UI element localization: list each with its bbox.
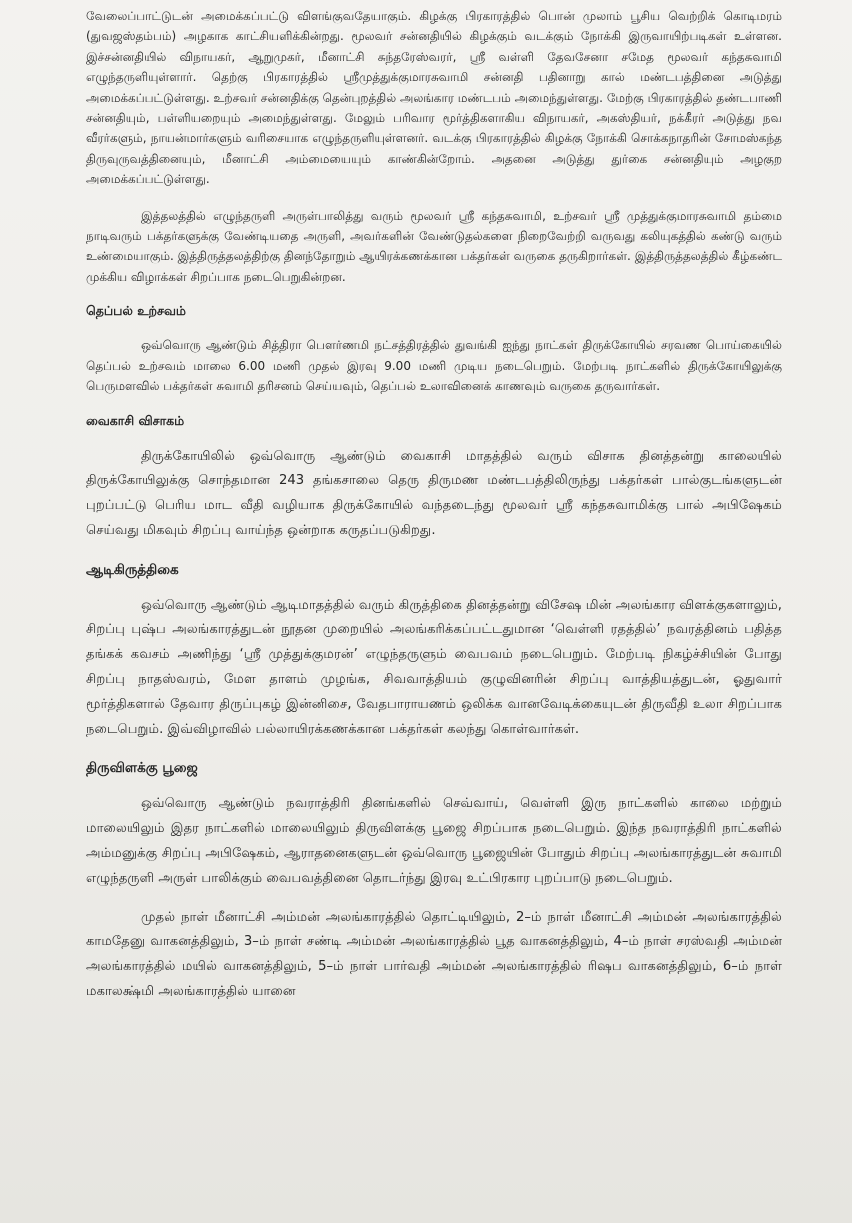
paragraph-thiruvilakku-poojai: ஒவ்வொரு ஆண்டும் நவராத்திரி தினங்களில் செவ்வாய், வெள்ளி இரு நாட்களில் காலை மற்றும் மாலையிலும் இதர நாட்களில் மாலையிலும் திருவிளக்கு பூஜை சிறப்பாக நடைபெறும். இந்த நவராத்திரி நாட்களில் அம்மனுக்கு சிறப்பு அபிஷேகம், ஆராதனைகளுடன் ஒவ்வொரு பூஜையின் போதும் சிறப்பு அலங்காரத்துடன் சுவாமி எழுந்தருளி அருள் பாலிக்கும் வைபவத்தினை தொடர்ந்து இரவு உட்பிரகார புறப்பாடு நடைபெறும். (86, 796, 782, 886)
paragraph-deity-blessings: இத்தலத்தில் எழுந்தருளி அருள்பாலித்து வரும் மூலவர் ஸ்ரீ கந்தசுவாமி, உற்சவர் ஸ்ரீ முத்துக்குமாரசுவாமி தம்மை நாடிவரும் பக்தர்களுக்கு வேண்டியதை அருளி, அவர்களின் வேண்டுதல்களை நிறைவேற்றி வருவது கலியுகத்தில் கண்டு வரும் உண்மையாகும். இத்திருத்தலத்திற்கு தினந்தோறும் ஆயிரக்கணக்கான பக்தர்கள் வருகை தருகிறார்கள். இத்திருத்தலத்தில் கீழ்கண்ட முக்கிய விழாக்கள் சிறப்பாக நடைபெறுகின்றன. (86, 208, 782, 284)
paragraph-temple-structure: வேலைப்பாட்டுடன் அமைக்கப்பட்டு விளங்குவதேயாகும். கிழக்கு பிரகாரத்தில் பொன் முலாம் பூசிய வெற்றிக் கொடிமரம் (துவஜஸ்தம்பம்) அழகாக காட்சியளிக்கின்றது. மூலவர் சன்னதியில் கிழக்கும் வடக்கும் நோக்கி இருவாயிற்படிகள் உள்ளன. இச்சன்னதியில் விநாயகர், ஆறுமுகர், மீனாட்சி சுந்தரேஸ்வரர், ஸ்ரீ வள்ளி தேவசேனா சமேத மூலவர் கந்தசுவாமி எழுந்தருளியுள்ளார். தெற்கு பிரகாரத்தில் ஸ்ரீமுத்துக்குமாரசுவாமி சன்னதி பதினாறு கால் மண்டபத்தினை அடுத்து அமைக்கப்பட்டுள்ளது. உற்சவர் சன்னதிக்கு தென்புறத்தில் அலங்கார மண்டபம் அமைந்துள்ளது. மேற்கு பிரகாரத்தில் தண்டபாணி சன்னதியும், பள்ளியறையும் அமைந்துள்ளது. மேலும் பரிவார மூர்த்திகளாகிய விநாயகர், அகஸ்தியர், நக்கீரர் அடுத்து நவ வீரர்களும், நாயன்மார்களும் வரிசையாக எழுந்தருளியுள்ளனர். வடக்கு பிரகாரத்தில் கிழக்கு நோக்கி சொக்கநாதரின் சோமஸ்கந்த திருவுருவத்தினையும், மீனாட்சி அம்மையையும் காண்கின்றோம். அதனை அடுத்து துர்கை சன்னதியும் அழகுற அமைக்கப்பட்டுள்ளது. (86, 9, 782, 187)
heading-thiruvilakku-poojai: திருவிளக்கு பூஜை (86, 760, 198, 777)
paragraph-navarathri-alankaram: முதல் நாள் மீனாட்சி அம்மன் அலங்காரத்தில் தொட்டியிலும், 2–ம் நாள் மீனாட்சி அம்மன் அலங்காரத்தில் காமதேனு வாகனத்திலும், 3–ம் நாள் சண்டி அம்மன் அலங்காரத்தில் பூத வாகனத்திலும், 4–ம் நாள் சரஸ்வதி அம்மன் அலங்காரத்தில் மயில் வாகனத்திலும், 5–ம் நாள் பார்வதி அம்மன் அலங்காரத்தில் ரிஷப வாகனத்திலும், 6–ம் நாள் மகாலக்ஷ்மி அலங்காரத்தில் யானை (86, 909, 782, 1000)
paragraph-theppal-utsavam: ஒவ்வொரு ஆண்டும் சித்திரா பௌர்ணமி நட்சத்திரத்தில் துவங்கி ஐந்து நாட்கள் திருக்கோயில் சரவண பொய்கையில் தெப்பல் உற்சவம் மாலை 6.00 மணி முதல் இரவு 9.00 மணி முடிய நடைபெறும். மேற்படி நாட்களில் திருக்கோயிலுக்கு பெருமளவில் பக்தர்கள் சுவாமி தரிசனம் செய்யவும், தெப்பல் உலாவினைக் காணவும் வருகை தருவார்கள். (86, 338, 782, 394)
paragraph-aadi-kiruthigai: ஒவ்வொரு ஆண்டும் ஆடிமாதத்தில் வரும் கிருத்திகை தினத்தன்று விசேஷ மின் அலங்கார விளக்குகளாலும், சிறப்பு புஷ்ப அலங்காரத்துடன் நூதன முறையில் அலங்கரிக்கப்பட்டதுமான ‘வெள்ளி ரதத்தில்’ நவரத்தினம் பதித்த தங்கக் கவசம் அணிந்து ‘ஸ்ரீ முத்துக்குமரன்’ எழுந்தருளும் வைபவம் நடைபெறும். மேற்படி நிகழ்ச்சியின் போது சிறப்பு நாதஸ்வரம், மேள தாளம் முழங்க, சிவவாத்தியம் குழுவினரின் சிறப்பு வாத்தியத்துடன், ஓதுவார் மூர்த்திகளால் தேவார திருப்புகழ் இன்னிசை, வேதபாராயணம் ஒலிக்க வானவேடிக்கையுடன் திருவீதி உலா சிறப்பாக நடைபெறும். இவ்விழாவில் பல்லாயிரக்கணக்கான பக்தர்கள் கலந்து கொள்வார்கள். (86, 597, 782, 737)
heading-vaikasi-visakam: வைகாசி விசாகம் (86, 412, 185, 428)
heading-theppal-utsavam: தெப்பல் உற்சவம் (86, 303, 186, 319)
paragraph-vaikasi-visakam: திருக்கோயிலில் ஒவ்வொரு ஆண்டும் வைகாசி மாதத்தில் வரும் விசாக தினத்தன்று காலையில் திருக்கோயிலுக்கு சொந்தமான 243 தங்கசாலை தெரு திருமண மண்டபத்திலிருந்து பக்தர்கள் பால்குடங்களுடன் புறப்பட்டு பெரிய மாட வீதி வழியாக திருக்கோயில் வந்தடைந்து மூலவர் ஸ்ரீ கந்தசுவாமிக்கு பால் அபிஷேகம் செய்வது மிகவும் சிறப்பு வாய்ந்த ஒன்றாக கருதப்படுகிறது. (86, 448, 782, 538)
heading-aadi-kiruthigai: ஆடிகிருத்திகை (86, 561, 179, 578)
